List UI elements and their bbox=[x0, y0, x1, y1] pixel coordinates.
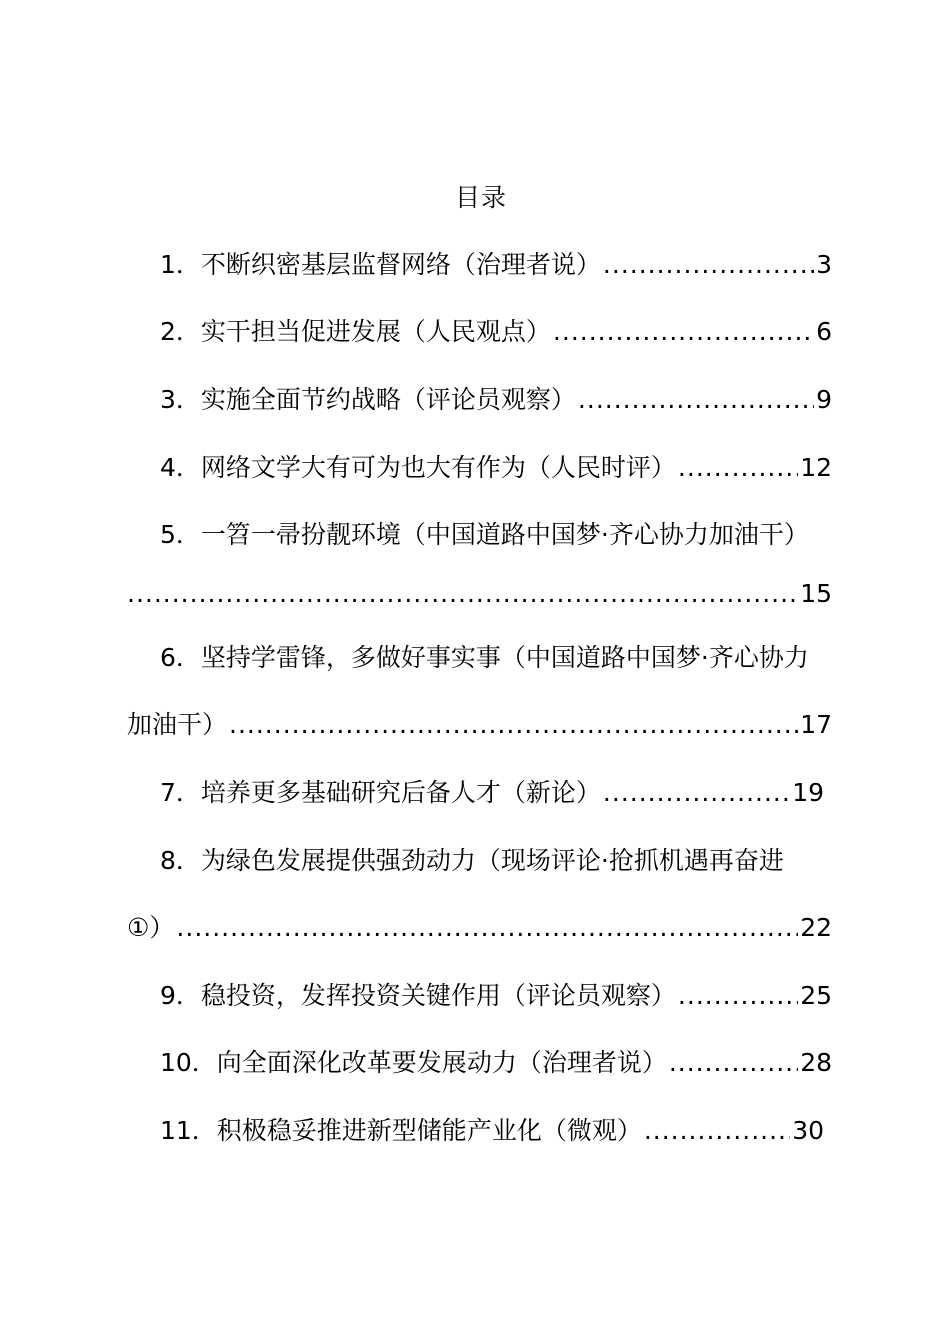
toc-entry-page: 15 bbox=[800, 579, 832, 608]
dot-leader bbox=[578, 380, 814, 420]
toc-entry-2 bbox=[160, 312, 832, 352]
toc-entry-title-continued: ①） bbox=[127, 913, 175, 942]
toc-entry-8-line-2 bbox=[127, 908, 832, 948]
dot-leader bbox=[678, 976, 798, 1016]
toc-entry-title-continued: 加油干） bbox=[127, 710, 228, 739]
toc-entry-title: 3．实施全面节约战略（评论员观察） bbox=[160, 385, 576, 414]
toc-entry-page: 6 bbox=[816, 317, 832, 346]
toc-entry-title: 9．稳投资，发挥投资关键作用（评论员观察） bbox=[160, 981, 676, 1010]
toc-entry-page: 25 bbox=[800, 981, 832, 1010]
toc-entry-title: 2．实干担当促进发展（人民观点） bbox=[160, 317, 551, 346]
toc-entry-title: 7．培养更多基础研究后备人才（新论） bbox=[160, 778, 601, 807]
toc-entry-title: 5．一笤一帚扮靓环境（中国道路中国梦·齐心协力加油干） bbox=[160, 520, 809, 549]
dot-leader bbox=[644, 1111, 790, 1151]
dot-leader bbox=[127, 574, 798, 614]
toc-entry-6-line-2 bbox=[127, 705, 832, 745]
dot-leader bbox=[553, 312, 814, 352]
toc-entry-5-line-1 bbox=[160, 515, 832, 555]
toc-entry-page: 12 bbox=[800, 453, 832, 482]
toc-entry-5-line-2 bbox=[127, 574, 832, 614]
toc-entry-4 bbox=[160, 448, 832, 488]
dot-leader bbox=[176, 908, 798, 948]
toc-entry-page: 28 bbox=[800, 1048, 832, 1077]
toc-entry-title: 10．向全面深化改革要发展动力（治理者说） bbox=[160, 1048, 667, 1077]
toc-entry-page: 17 bbox=[800, 710, 832, 739]
dot-leader bbox=[603, 245, 814, 285]
toc-entry-title: 4．网络文学大有可为也大有作为（人民时评） bbox=[160, 453, 676, 482]
toc-entry-9 bbox=[160, 976, 832, 1016]
dot-leader bbox=[603, 773, 790, 813]
page-title: 目录 bbox=[454, 183, 507, 212]
toc-entry-3 bbox=[160, 380, 832, 420]
dot-leader bbox=[669, 1043, 798, 1083]
toc-entry-1 bbox=[160, 245, 832, 285]
dot-leader bbox=[678, 448, 798, 488]
toc-entry-10 bbox=[160, 1043, 832, 1083]
toc-entry-11 bbox=[160, 1111, 824, 1151]
toc-entry-page: 30 bbox=[792, 1116, 824, 1145]
toc-entry-title: 11．积极稳妥推进新型储能产业化（微观） bbox=[160, 1116, 642, 1145]
toc-entry-8-line-1 bbox=[160, 841, 840, 881]
toc-entry-page: 22 bbox=[800, 913, 832, 942]
toc-entry-title: 6．坚持学雷锋，多做好事实事（中国道路中国梦·齐心协力 bbox=[160, 643, 809, 672]
toc-entry-6-line-1 bbox=[160, 638, 840, 678]
toc-entry-title: 8．为绿色发展提供强劲动力（现场评论·抢抓机遇再奋进 bbox=[160, 846, 784, 875]
toc-entry-7 bbox=[160, 773, 824, 813]
dot-leader bbox=[229, 705, 798, 745]
toc-entry-page: 19 bbox=[792, 778, 824, 807]
toc-entry-page: 9 bbox=[816, 385, 832, 414]
toc-entry-page: 3 bbox=[816, 250, 832, 279]
toc-entry-title: 1．不断织密基层监督网络（治理者说） bbox=[160, 250, 601, 279]
